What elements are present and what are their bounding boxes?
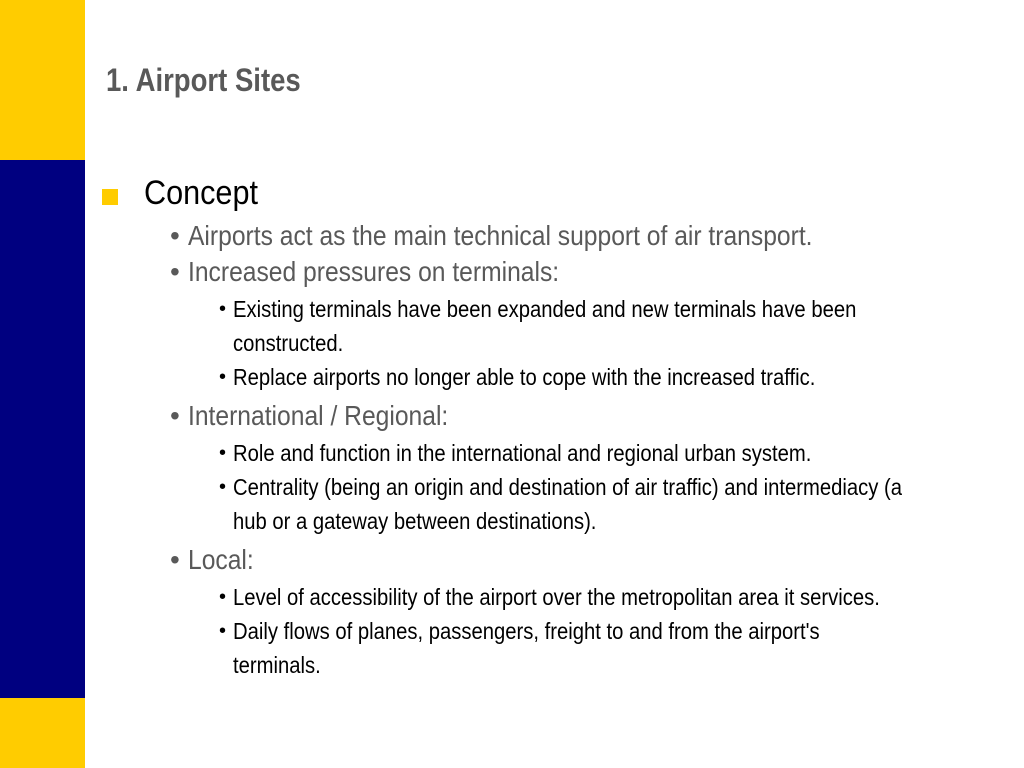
- sidebar-gold-top: [0, 0, 85, 160]
- sub-list-item-text: Existing terminals have been expanded and new terminals have been constructed.: [233, 296, 857, 356]
- concept-heading: [102, 172, 1002, 214]
- slide-content: [102, 172, 1002, 686]
- concept-label: Concept: [144, 174, 258, 212]
- bullet-icon: •: [170, 220, 180, 251]
- sidebar-gold-bottom: [0, 698, 85, 768]
- sub-bullet-list: [188, 436, 1002, 538]
- list-item-text: International / Regional:: [188, 400, 449, 431]
- bullet-icon: •: [219, 586, 227, 608]
- sub-list-item: [219, 292, 1002, 360]
- sub-list-item: [219, 580, 1002, 614]
- sub-list-item-text: Level of accessibility of the airport over the metropolitan area it services.: [233, 584, 880, 610]
- slide-title: 1. Airport Sites: [106, 62, 301, 98]
- list-item-text: Increased pressures on terminals:: [188, 256, 560, 287]
- bullet-icon: •: [219, 366, 227, 388]
- sub-list-item-text: Role and function in the international and regional urban system.: [233, 440, 812, 466]
- bullet-icon: •: [219, 298, 227, 320]
- list-item: [170, 218, 1002, 254]
- bullet-icon: •: [219, 442, 227, 464]
- bullet-icon: •: [170, 544, 180, 575]
- list-item-text: Airports act as the main technical support of air transport.: [188, 220, 813, 251]
- sub-bullet-list: [188, 580, 1002, 682]
- square-bullet-icon: [102, 189, 118, 205]
- sidebar-navy-band: [0, 160, 85, 698]
- bullet-icon: •: [170, 400, 180, 431]
- list-item: [170, 254, 1002, 394]
- sub-list-item-text: Daily flows of planes, passengers, freight to and from the airport's terminals.: [233, 618, 820, 678]
- sub-list-item: [219, 360, 1002, 394]
- list-item-text: Local:: [188, 544, 254, 575]
- bullet-icon: •: [219, 620, 227, 642]
- list-item: [170, 542, 1002, 682]
- sub-list-item: [219, 470, 1002, 538]
- sub-list-item-text: Replace airports no longer able to cope with the increased traffic.: [233, 364, 816, 390]
- sub-list-item-text: Centrality (being an origin and destination of air traffic) and intermediacy (a hub or a gateway between destinations).: [233, 474, 903, 534]
- bullet-icon: •: [170, 256, 180, 287]
- sub-list-item: [219, 614, 1002, 682]
- list-item: [170, 398, 1002, 538]
- sub-bullet-list: [188, 292, 1002, 394]
- bullet-list: [102, 218, 1002, 682]
- bullet-icon: •: [219, 476, 227, 498]
- sub-list-item: [219, 436, 1002, 470]
